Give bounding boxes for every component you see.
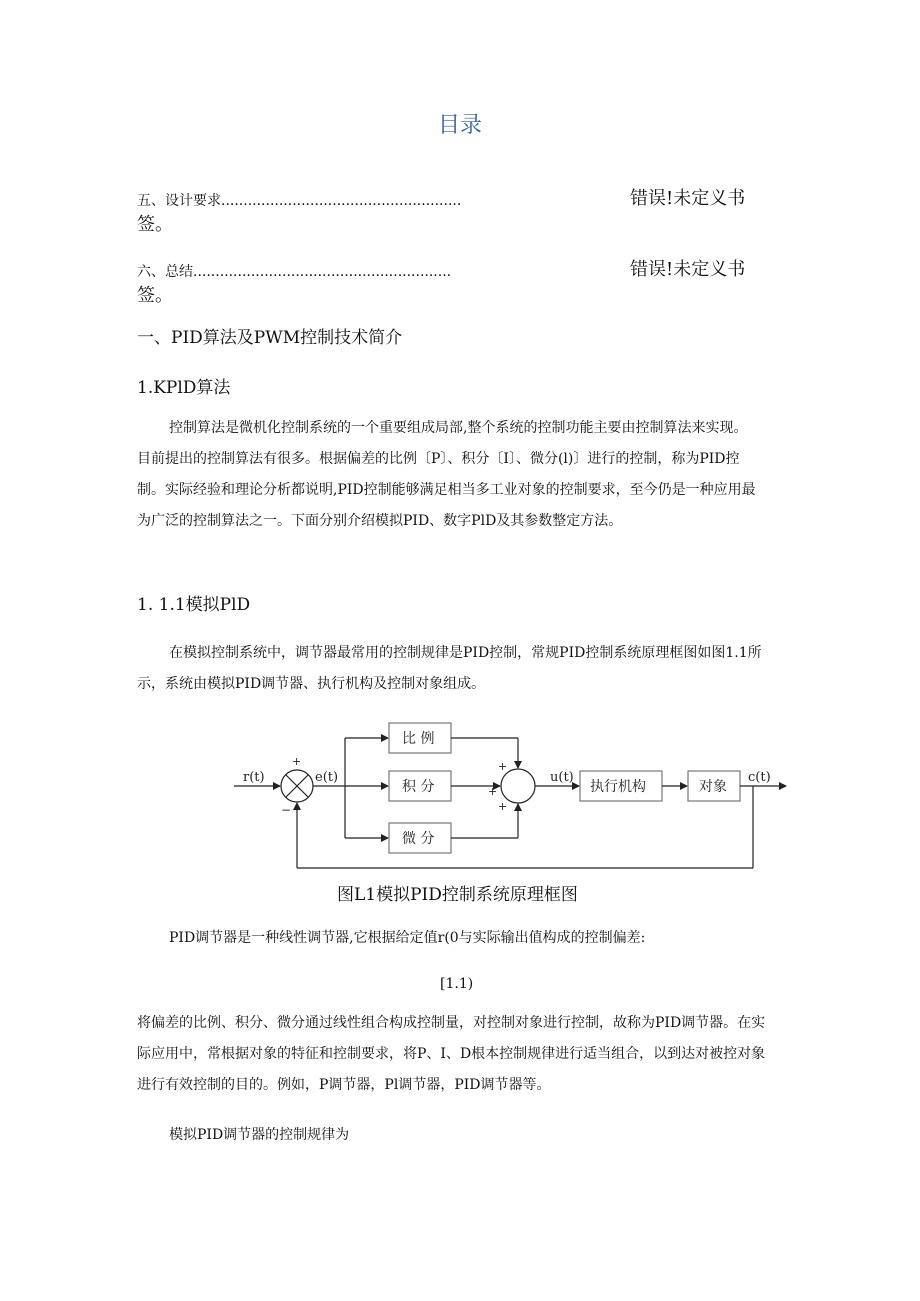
paragraph-line: 制。实际经验和理论分析都说明,PID控制能够满足相当多工业对象的控制要求，至今仍是一种应用最 (137, 482, 756, 498)
toc-entry-continuation: 签。 (137, 214, 173, 235)
paragraph-line: 进行有效控制的目的。例如，P调节器，Pl调节器，PID调节器等。 (137, 1077, 551, 1093)
paragraph-line: 将偏差的比例、积分、微分通过线性组合构成控制量，对控制对象进行控制，故称为PID调节器。在实 (137, 1015, 766, 1031)
error-label: e(t) (315, 770, 339, 785)
plus-sign: + (488, 785, 498, 798)
toc-entry-error: 错误!未定义书 (630, 259, 746, 280)
equation-number: [1.1) (440, 976, 474, 992)
minus-sign: − (281, 803, 292, 817)
integral-label: 积 分 (402, 779, 435, 795)
pid-regulator-intro (137, 923, 787, 954)
paragraph-line: 示，系统由模拟PID调节器、执行机构及控制对象组成。 (137, 676, 486, 692)
toc-entry-dots: .......................................................... (193, 264, 452, 280)
toc-entry-continuation: 签。 (137, 285, 173, 306)
control-law-intro (137, 1120, 787, 1151)
plus-sign: + (498, 800, 508, 813)
figure-caption: 图L1模拟PID控制系统原理框图 (337, 885, 578, 905)
plus-sign: + (498, 760, 508, 773)
section-heading-1-1-1: 1. 1.1模拟PlD (137, 595, 251, 615)
paragraph-line: PID调节器是一种线性调节器,它根据给定值r(0与实际输出值构成的控制偏差: (169, 930, 646, 946)
paragraph-line: 模拟PID调节器的控制规律为 (169, 1127, 350, 1143)
control-summing-junction (501, 769, 535, 803)
actuator-label: 执行机构 (590, 779, 646, 795)
proportional-label: 比 例 (402, 731, 435, 747)
output-label: c(t) (748, 770, 771, 785)
plant-label: 对象 (699, 779, 727, 795)
paragraph-line: 控制算法是微机化控制系统的一个重要组成局部,整个系统的控制功能主要由控制算法来实现。 (169, 420, 748, 436)
control-label: u(t) (550, 770, 574, 785)
pid-combination-paragraph (137, 1008, 787, 1101)
toc-entry-label: 六、总结 (137, 264, 193, 280)
derivative-label: 微 分 (402, 831, 435, 847)
toc-entry-error: 错误!未定义书 (630, 188, 746, 209)
section-heading-1: 一、PID算法及PWM控制技术简介 (137, 328, 403, 348)
toc-entry-dots: ...................................................... (221, 193, 462, 209)
toc-entry-label: 五、设计要求 (137, 193, 221, 209)
paragraph-line: 为广泛的控制算法之一。下面分别介绍模拟PID、数字PlD及其参数整定方法。 (137, 513, 623, 529)
section-heading-1-1: 1.KPlD算法 (137, 378, 231, 398)
plus-sign: + (292, 755, 302, 768)
paragraph-line: 目前提出的控制算法有很多。根据偏差的比例〔P〕、积分〔I〕、微分(l)〕进行的控制，称为PID控 (137, 451, 740, 467)
paragraph-line: 在模拟控制系统中，调节器最常用的控制规律是PID控制，常规PID控制系统原理框图如图1.1所 (169, 645, 762, 661)
toc-title: 目录 (437, 113, 482, 138)
input-label: r(t) (243, 770, 265, 785)
paragraph-line: 际应用中，常根据对象的特征和控制要求，将P、I、D根本控制规律进行适当组合，以到达对被控对象 (137, 1046, 766, 1062)
